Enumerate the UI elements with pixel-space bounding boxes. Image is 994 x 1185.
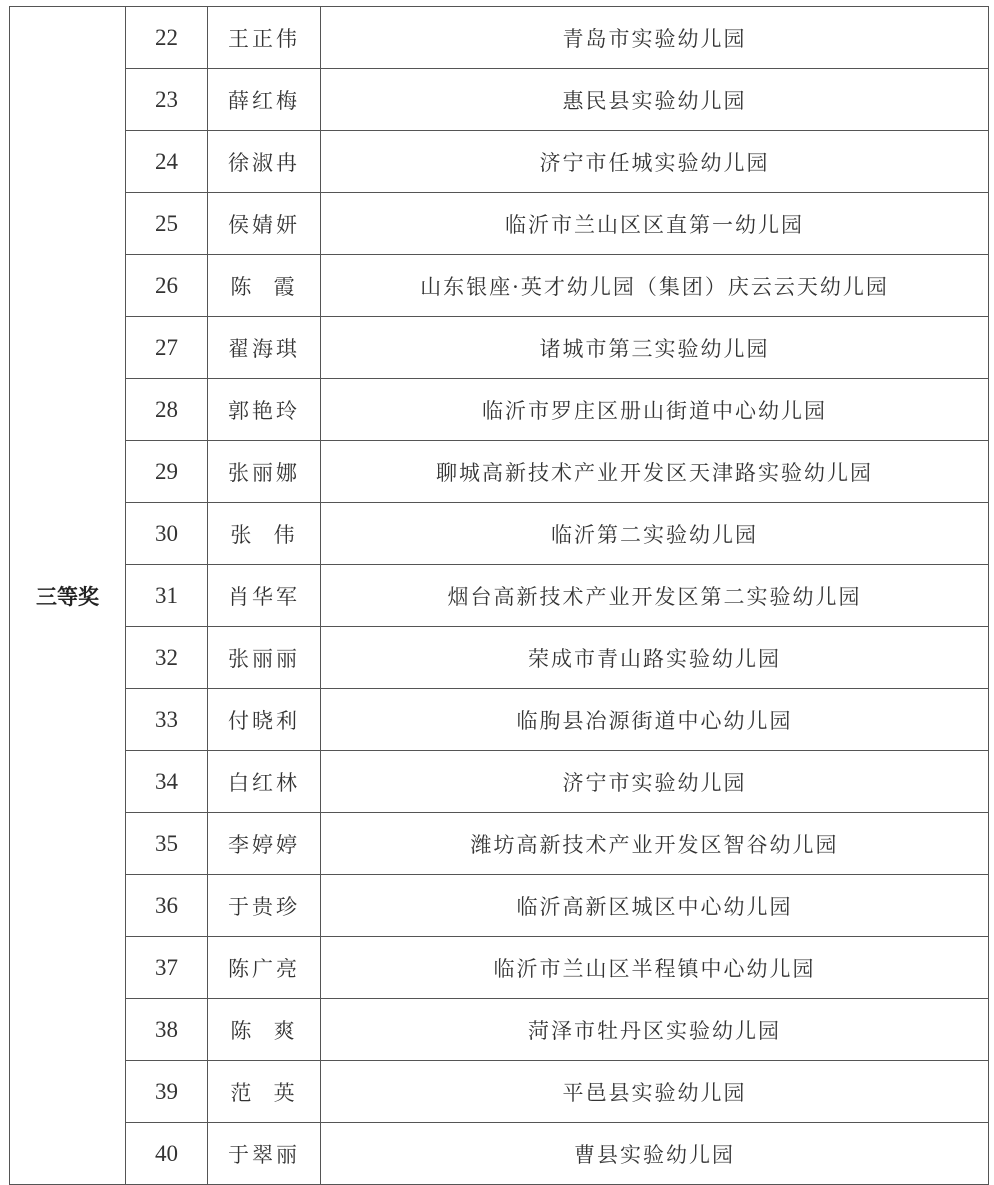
row-number-cell: 35	[126, 813, 208, 875]
organization-cell: 平邑县实验幼儿园	[321, 1061, 989, 1123]
organization-cell: 临沂高新区城区中心幼儿园	[321, 875, 989, 937]
name-cell: 肖华军	[208, 565, 321, 627]
row-number-cell: 34	[126, 751, 208, 813]
organization-cell: 惠民县实验幼儿园	[321, 69, 989, 131]
name-cell: 白红林	[208, 751, 321, 813]
organization-cell: 青岛市实验幼儿园	[321, 7, 989, 69]
table-row	[10, 689, 989, 751]
organization-cell: 烟台高新技术产业开发区第二实验幼儿园	[321, 565, 989, 627]
name-cell: 陈 霞	[208, 255, 321, 317]
table-row	[10, 379, 989, 441]
organization-cell: 临朐县冶源街道中心幼儿园	[321, 689, 989, 751]
name-cell: 翟海琪	[208, 317, 321, 379]
row-number-cell: 23	[126, 69, 208, 131]
row-number-cell: 39	[126, 1061, 208, 1123]
table-row	[10, 999, 989, 1061]
organization-cell: 荣成市青山路实验幼儿园	[321, 627, 989, 689]
table-row	[10, 69, 989, 131]
organization-cell: 临沂市罗庄区册山街道中心幼儿园	[321, 379, 989, 441]
row-number-cell: 36	[126, 875, 208, 937]
row-number-cell: 26	[126, 255, 208, 317]
award-category-cell: 三等奖	[10, 7, 126, 1185]
organization-cell: 聊城高新技术产业开发区天津路实验幼儿园	[321, 441, 989, 503]
row-number-cell: 32	[126, 627, 208, 689]
table-row	[10, 937, 989, 999]
row-number-cell: 25	[126, 193, 208, 255]
row-number-cell: 30	[126, 503, 208, 565]
name-cell: 李婷婷	[208, 813, 321, 875]
organization-cell: 山东银座·英才幼儿园（集团）庆云云天幼儿园	[321, 255, 989, 317]
name-cell: 王正伟	[208, 7, 321, 69]
organization-cell: 济宁市实验幼儿园	[321, 751, 989, 813]
name-cell: 徐淑冉	[208, 131, 321, 193]
organization-cell: 菏泽市牡丹区实验幼儿园	[321, 999, 989, 1061]
organization-cell: 临沂市兰山区半程镇中心幼儿园	[321, 937, 989, 999]
row-number-cell: 22	[126, 7, 208, 69]
name-cell: 陈广亮	[208, 937, 321, 999]
row-number-cell: 29	[126, 441, 208, 503]
table-row	[10, 1123, 989, 1185]
table-row	[10, 751, 989, 813]
table-row	[10, 627, 989, 689]
award-table	[9, 6, 989, 1185]
name-cell: 张丽丽	[208, 627, 321, 689]
table-row	[10, 813, 989, 875]
name-cell: 薛红梅	[208, 69, 321, 131]
organization-cell: 潍坊高新技术产业开发区智谷幼儿园	[321, 813, 989, 875]
organization-cell: 临沂市兰山区区直第一幼儿园	[321, 193, 989, 255]
table-row	[10, 1061, 989, 1123]
table-row	[10, 503, 989, 565]
organization-cell: 临沂第二实验幼儿园	[321, 503, 989, 565]
name-cell: 郭艳玲	[208, 379, 321, 441]
table-row	[10, 193, 989, 255]
organization-cell: 济宁市任城实验幼儿园	[321, 131, 989, 193]
row-number-cell: 33	[126, 689, 208, 751]
row-number-cell: 31	[126, 565, 208, 627]
table-row	[10, 875, 989, 937]
organization-cell: 曹县实验幼儿园	[321, 1123, 989, 1185]
name-cell: 侯婧妍	[208, 193, 321, 255]
name-cell: 于翠丽	[208, 1123, 321, 1185]
table-row	[10, 441, 989, 503]
name-cell: 张 伟	[208, 503, 321, 565]
organization-cell: 诸城市第三实验幼儿园	[321, 317, 989, 379]
name-cell: 于贵珍	[208, 875, 321, 937]
row-number-cell: 27	[126, 317, 208, 379]
name-cell: 范 英	[208, 1061, 321, 1123]
table-row	[10, 255, 989, 317]
table-row	[10, 131, 989, 193]
table-row	[10, 317, 989, 379]
row-number-cell: 24	[126, 131, 208, 193]
row-number-cell: 40	[126, 1123, 208, 1185]
row-number-cell: 28	[126, 379, 208, 441]
table-row	[10, 7, 989, 69]
row-number-cell: 38	[126, 999, 208, 1061]
name-cell: 陈 爽	[208, 999, 321, 1061]
name-cell: 付晓利	[208, 689, 321, 751]
name-cell: 张丽娜	[208, 441, 321, 503]
award-table-body	[10, 7, 989, 1185]
table-row	[10, 565, 989, 627]
row-number-cell: 37	[126, 937, 208, 999]
